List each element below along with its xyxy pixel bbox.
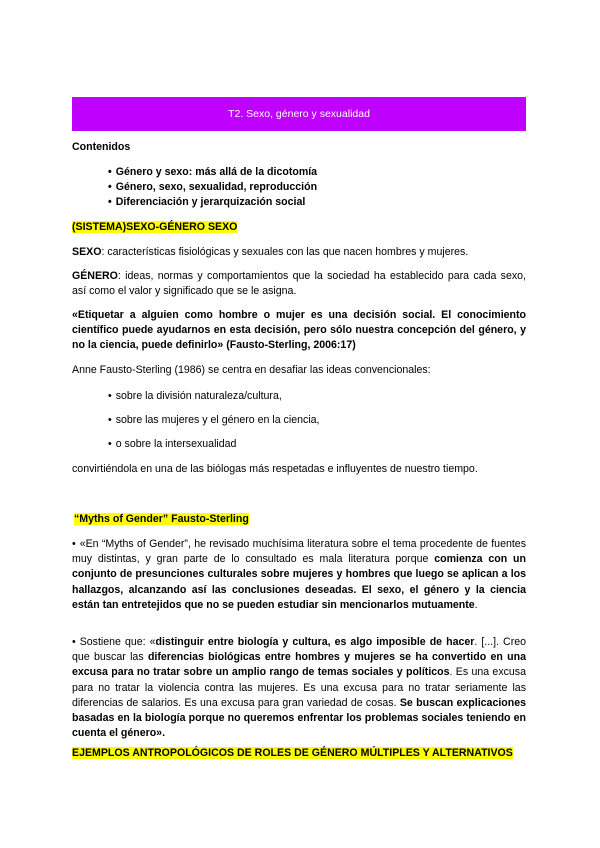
bullet-text: sobre las mujeres y el género en la ciencia, bbox=[115, 414, 320, 426]
fausto-sterling-quote: «Etiquetar a alguien como hombre o mujer es una decisión social. El conocimiento científico puede ayudarnos en esta decisión, pero sólo nuestra concepción del género, y no la ciencia, puede definirlo» (Fausto-Sterling, 2006:17) bbox=[72, 309, 526, 352]
sexo-term: SEXO bbox=[72, 246, 102, 258]
section-heading-text: (SISTEMA)SEXO-GÉNERO SEXO bbox=[72, 221, 238, 233]
sexo-def-text: : características fisiológicas y sexuales con las que nacen hombres y mujeres. bbox=[101, 246, 469, 258]
bullet-item bbox=[108, 389, 282, 404]
section-heading-text: EJEMPLOS ANTROPOLÓGICOS DE ROLES DE GÉNERO MÚLTIPLES Y ALTERNATIVOS bbox=[72, 747, 513, 759]
section-heading-sexo-genero bbox=[72, 221, 237, 233]
section-heading-ejemplos bbox=[72, 746, 526, 761]
bullet-item bbox=[108, 413, 319, 428]
contents-item: • Diferenciación y jerarquización social bbox=[108, 195, 317, 210]
text-run-bold: comienza con un conjunto de presunciones culturales sobre mujeres y hombres que luego se aplican a los hallazgos, alcanzando así las conclusiones deseadas. El sexo, el género y la ciencia están tan entretejidos que no se pueden estudiar sin mencionarlos mutuamente bbox=[72, 553, 526, 611]
fausto-intro: Anne Fausto-Sterling (1986) se centra en desafiar las ideas convencionales: bbox=[72, 364, 431, 376]
fausto-conclusion: convirtiéndola en una de las biólogas más respetadas e influyentes de nuestro tiempo. bbox=[72, 463, 478, 475]
bullet-item bbox=[108, 437, 236, 452]
title-banner bbox=[72, 97, 526, 131]
myths-paragraph-1 bbox=[72, 537, 526, 613]
genero-definition bbox=[72, 269, 526, 299]
text-run: . Es una excusa para no tratar la violencia contra las mujeres. Es una excusa para no tratar seriamente las diferencias de salarios. Es una excusa para gran variedad de cosas. bbox=[72, 666, 526, 709]
myths-paragraph-2 bbox=[72, 635, 526, 741]
text-run-bold: Se buscan explicaciones basadas en la biología porque no queremos enfrentar los problemas sociales teniendo en cuenta el género». bbox=[72, 696, 526, 740]
contents-item: • Género, sexo, sexualidad, reproducción bbox=[108, 180, 317, 195]
text-run: «En “Myths of Gender”, he revisado muchísima literatura sobre el tema procedente de fuentes muy distintas, y gran parte de lo consultado es mala literatura porque bbox=[72, 538, 526, 566]
text-run: . bbox=[474, 598, 478, 611]
genero-def-text: : ideas, normas y comportamientos que la sociedad ha establecido para cada sexo, así como el valor y significado que se le asigna. bbox=[72, 270, 526, 298]
page-title: T2. Sexo, género y sexualidad bbox=[228, 108, 370, 120]
sexo-definition bbox=[72, 245, 526, 260]
contents-heading: Contenidos bbox=[72, 141, 131, 153]
text-run: . [...]. Creo que buscar las bbox=[72, 636, 527, 664]
bullet-text: o sobre la intersexualidad bbox=[115, 438, 237, 450]
section-heading-myths bbox=[74, 513, 249, 525]
text-run-bold: distinguir entre biología y cultura, es algo imposible de hacer bbox=[155, 636, 475, 648]
contents-item: • Género y sexo: más allá de la dicotomía bbox=[108, 165, 317, 180]
text-run-bold: diferencias biológicas entre hombres y mujeres se ha convertido en una excusa para no tratar sobre un amplio rango de temas sociales y políticos bbox=[72, 651, 526, 679]
contents-list bbox=[108, 165, 317, 210]
section-heading-text: “Myths of Gender” Fausto-Sterling bbox=[74, 513, 249, 525]
bullet-text: sobre la división naturaleza/cultura, bbox=[115, 390, 282, 402]
genero-term: GÉNERO bbox=[72, 270, 118, 282]
text-run: Sostiene que: « bbox=[79, 636, 156, 648]
